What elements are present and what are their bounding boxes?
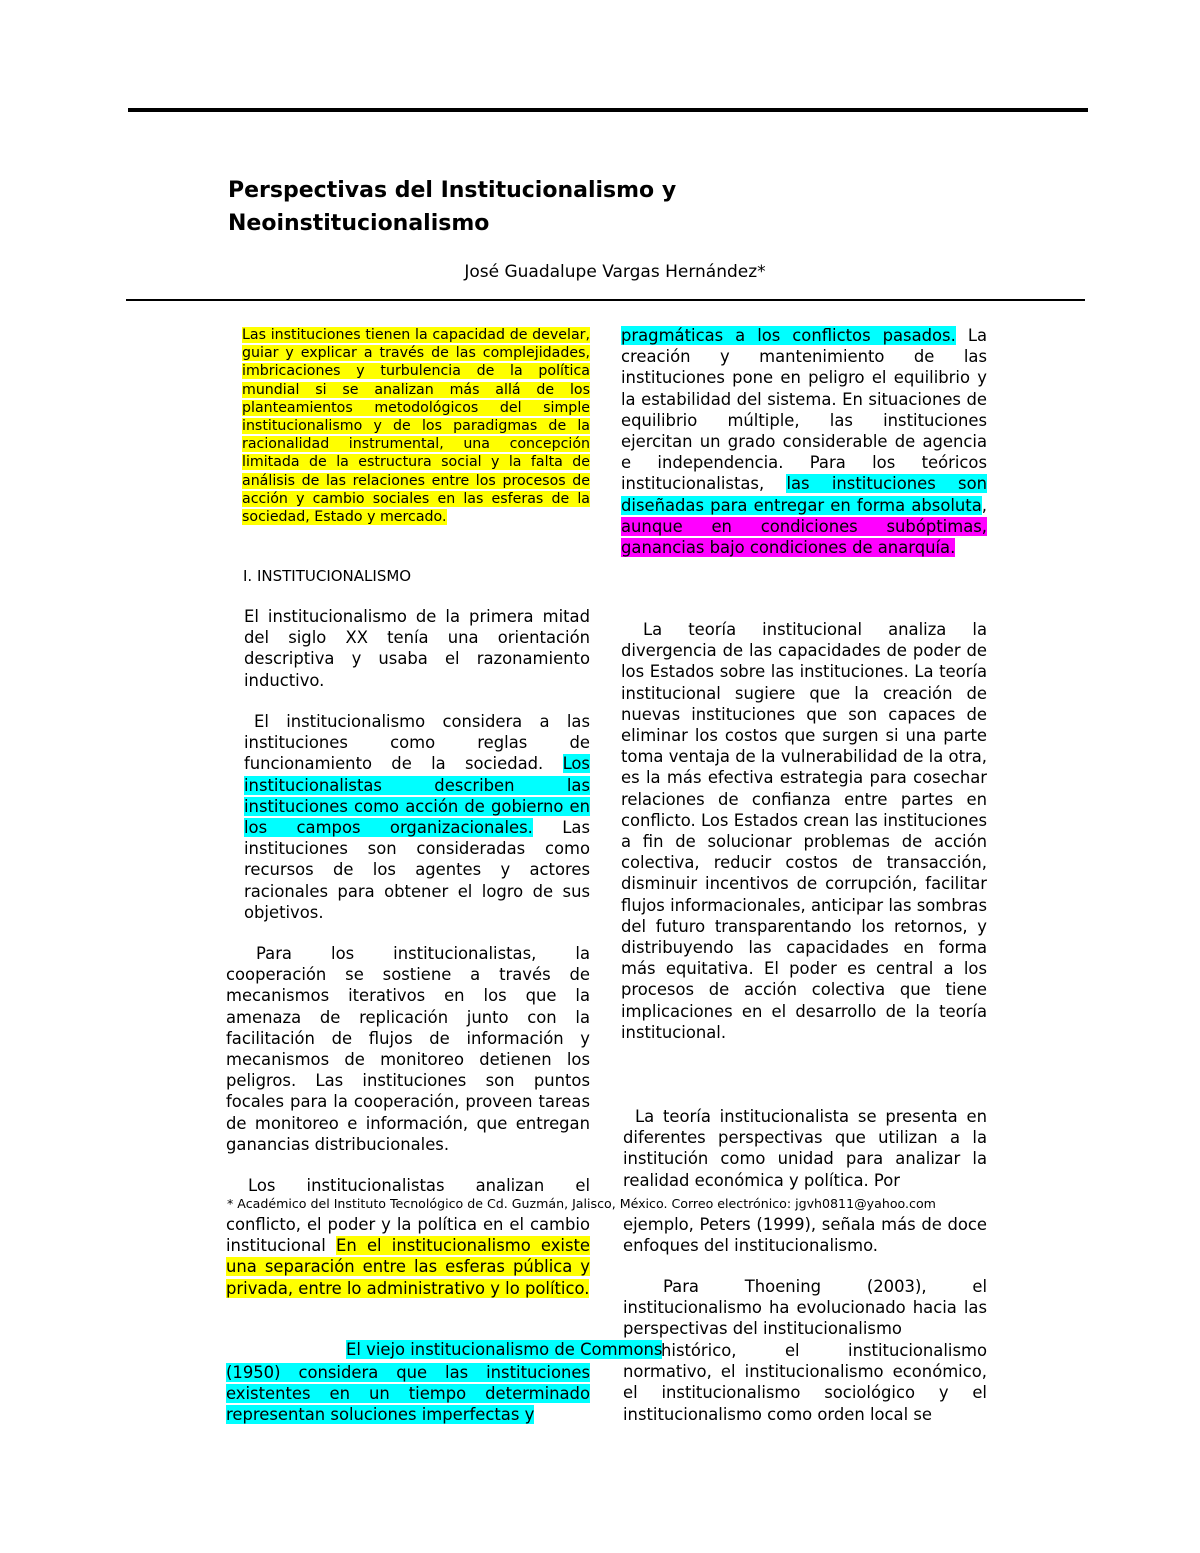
right-paragraph-2: La teoría institucional analiza la divergencia de las capacidades de poder de los Estados sobre las instituciones. La teoría institucional sugiere que la creación de nuevas instituciones que son capaces de eliminar los costos que surgen si una parte toma ventaja de la vulnerabilidad de la otra, es la más efectiva estrategia para cosechar relaciones de confianza entre partes en conflicto. Los Estados crean las instituciones a fin de solucionar problemas de acción colectiva, reducir costos de transacción, disminuir incentivos de corrupción, facilitar flujos informacionales, anticipar las sombras del futuro transparentando los retornos, y distribuyendo las capacidades en forma más equitativa. El poder es central a los procesos de acción colectiva que tiene implicaciones en el desarrollo de la teoría institucional. — [621, 620, 987, 1042]
right-p1-highlight-c: las instituciones son diseñadas para entregar en forma absoluta — [621, 474, 987, 515]
left-p4-text-b: conflicto, el poder y la política en el cambio institucional — [226, 1215, 590, 1256]
header-rule — [126, 299, 1085, 301]
right-paragraph-4-cont: histórico, el institucionalismo normativo, el institucionalismo económico, el institucionalismo sociológico y el institucionalismo como orden local se — [623, 1341, 987, 1424]
left-p5-highlight-a: El viejo institucionalismo de Commons — [346, 1340, 663, 1359]
left-paragraph-1: El institucionalismo de la primera mitad del siglo XX tenía una orientación descriptiva y usaba el razonamiento inductivo. — [244, 607, 590, 690]
right-p1-text-b: La creación y mantenimiento de las instituciones pone en peligro el equilibrio y la estabilidad del sistema. En situaciones de equilibrio múltiple, las instituciones ejercitan un grado considerable de agencia e independencia. Para los teóricos institucionalistas, — [621, 326, 987, 494]
right-p1-highlight-a: pragmáticas a los conflictos pasados. — [621, 326, 956, 345]
right-paragraph-3-cont: ejemplo, Peters (1999), señala más de doce enfoques del institucionalismo. — [623, 1215, 987, 1256]
top-rule — [128, 108, 1088, 112]
left-p2-highlight: Los institucionalistas describen las instituciones como acción de gobierno en los campos organizacionales. — [244, 754, 590, 838]
left-paragraph-3: Para los institucionalistas, la cooperación se sostiene a través de mecanismos iterativos en los que la amenaza de replicación junto con la facilitación de flujos de información y mecanismos de monitoreo detienen los peligros. Las instituciones son puntos focales para la cooperación, proveen tareas de monitoreo e información, que entregan ganancias distribucionales. — [226, 944, 590, 1154]
abstract-text: Las instituciones tienen la capacidad de develar, guiar y explicar a través de las complejidades, imbricaciones y turbulencia de la política mundial si se analizan más allá de los planteamientos metodológicos del simple institucionalismo y de los paradigmas de la racionalidad instrumental, una concepción limitada de la estructura social y la falta de análisis de las relaciones entre los procesos de acción y cambio sociales en las esferas de la sociedad, Estado y mercado. — [242, 327, 590, 526]
left-paragraph-5-cont — [226, 1362, 590, 1426]
page-title — [228, 174, 928, 240]
right-paragraph-4-start: Para Thoening (2003), el institucionalismo ha evolucionado hacia las perspectivas del institucionalismo — [623, 1277, 987, 1339]
right-paragraph-3-start: La teoría institucionalista se presenta en diferentes perspectivas que utilizan a la institución como unidad para analizar la realidad económica y política. Por — [623, 1107, 987, 1190]
section-heading: I. INSTITUCIONALISMO — [243, 567, 412, 585]
left-p4-highlight: En el institucionalismo existe una separación entre las esferas pública y privada, entre lo administrativo y lo político. — [226, 1236, 590, 1298]
title-line-1: Perspectivas del Institucionalismo y — [228, 178, 677, 203]
author-name: José Guadalupe Vargas Hernández* — [464, 262, 766, 282]
title-line-2: Neoinstitucionalismo — [228, 211, 490, 236]
left-paragraph-4-cont — [226, 1214, 590, 1299]
left-p2-text-c: Las instituciones son consideradas como recursos de los agentes y actores racionales para obtener el logro de sus objetivos. — [244, 818, 591, 922]
left-paragraph-2 — [244, 711, 590, 923]
left-paragraph-4-start: Los institucionalistas analizan el — [248, 1176, 590, 1195]
right-paragraph-1: pragmáticas a los conflictos pasados. La creación y mantenimiento de las instituciones pone en peligro el equilibrio y la estabilidad del sistema. En situaciones de equilibrio múltiple, las instituciones ejercitan un grado considerable de agencia e independencia. Para los teóricos institucionalistas, las instituciones son diseñadas para entregar en forma absoluta, aunque en condiciones subóptimas, ganancias bajo condiciones de anarquía. — [621, 326, 987, 558]
abstract — [242, 326, 590, 526]
footnote: * Académico del Instituto Tecnológico de Cd. Guzmán, Jalisco, México. Correo electrónico: jgvh0811@yahoo.com — [227, 1196, 936, 1211]
right-p1-highlight-d: aunque en condiciones subóptimas, ganancias bajo condiciones de anarquía. — [621, 516, 987, 558]
left-p5-highlight-b: (1950) considera que las instituciones existentes en un tiempo determinado representan soluciones imperfectas y — [226, 1363, 590, 1425]
left-p2-text-a: El institucionalismo considera a las instituciones como reglas de funcionamiento de la sociedad. — [244, 712, 590, 774]
